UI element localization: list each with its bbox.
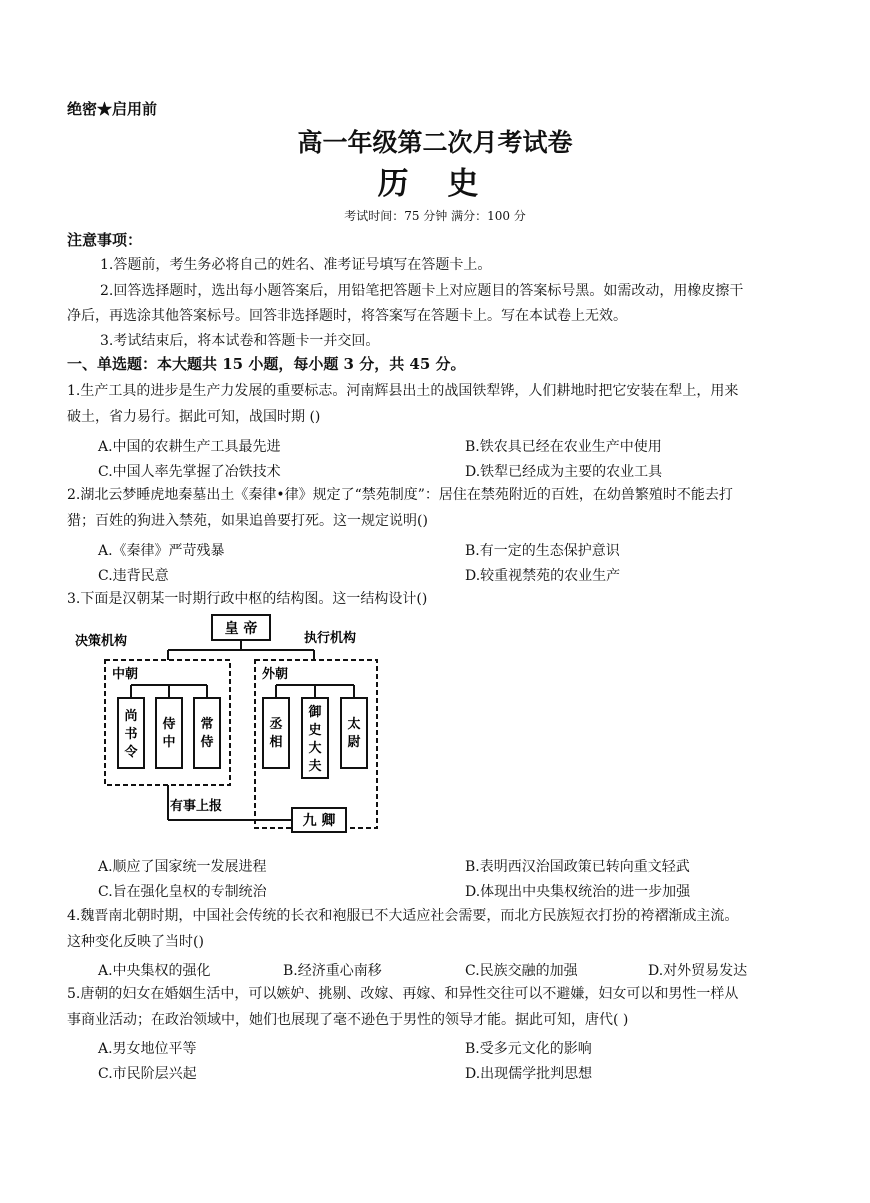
emperor-label: 皇 帝	[224, 621, 258, 637]
q1-stem-line1: 1.生产工具的进步是生产力发展的重要标志。河南辉县出土的战国铁犁铧，人们耕地时把它安装在犁上，用来	[67, 383, 739, 399]
q3-option-d: D.体现出中央集权统治的进一步加强	[465, 884, 691, 900]
q1-option-a: A.中国的农耕生产工具最先进	[98, 439, 281, 455]
notice-item-3: 3.考试结束后，将本试卷和答题卡一并交回。	[100, 333, 380, 349]
q4-stem-line2: 这种变化反映了当时()	[67, 934, 204, 950]
q2-option-d: D.较重视禁苑的农业生产	[465, 568, 621, 584]
q4-option-c: C.民族交融的加强	[465, 963, 578, 979]
han-administration-diagram	[70, 610, 400, 840]
q1-option-d: D.铁犁已经成为主要的农业工具	[465, 464, 663, 480]
q5-option-a: A.男女地位平等	[98, 1041, 197, 1057]
inner-office-shizhong: 侍中	[162, 717, 176, 750]
q5-stem-line2: 事商业活动；在政治领域中，她们也展现了毫不逊色于男性的领导才能。据此可知，唐代( )	[67, 1012, 629, 1028]
q2-option-c: C.违背民意	[98, 568, 169, 584]
inner-court-label: 中朝	[112, 667, 139, 682]
section-heading: 一、单选题：本大题共 15 小题，每小题 3 分，共 45 分。	[67, 355, 466, 373]
inner-office-shangshuling: 尚书令	[124, 709, 138, 760]
q1-option-c: C.中国人率先掌握了冶铁技术	[98, 464, 281, 480]
q2-stem-line2: 猎；百姓的狗进入禁苑，如果追兽要打死。这一规定说明()	[67, 513, 428, 529]
q4-stem-line1: 4.魏晋南北朝时期，中国社会传统的长衣和袍服已不大适应社会需要，而北方民族短衣打扮的袴褶渐成主流。	[67, 908, 739, 924]
notice-heading: 注意事项：	[67, 231, 143, 249]
q2-option-b: B.有一定的生态保护意识	[465, 543, 620, 559]
q2-stem-line1: 2.湖北云梦睡虎地秦墓出土《秦律•律》规定了“禁苑制度”：居住在禁苑附近的百姓，在幼兽繁殖时不能去打	[67, 487, 733, 503]
outer-court-label: 外朝	[262, 667, 289, 682]
q3-option-a: A.顺应了国家统一发展进程	[98, 859, 267, 875]
q3-option-c: C.旨在强化皇权的专制统治	[98, 884, 267, 900]
q2-option-a: A.《秦律》严苛残暴	[98, 543, 225, 559]
notice-item-2-line2: 净后，再选涂其他答案标号。回答非选择题时，将答案写在答题卡上。写在本试卷上无效。	[67, 308, 627, 324]
notice-item-1: 1.答题前，考生务必将自己的姓名、准考证号填写在答题卡上。	[100, 257, 492, 273]
q4-option-b: B.经济重心南移	[283, 963, 382, 979]
decision-label: 决策机构	[75, 634, 128, 649]
outer-office-chengxiang: 丞相	[269, 717, 283, 750]
exam-time-info: 考试时间：75 分钟 满分：100 分	[344, 209, 526, 223]
inner-office-changshi: 常侍	[200, 717, 214, 750]
q1-option-b: B.铁农具已经在农业生产中使用	[465, 439, 662, 455]
q4-option-d: D.对外贸易发达	[648, 963, 748, 979]
q5-option-b: B.受多元文化的影响	[465, 1041, 592, 1057]
q1-stem-line2: 破土，省力易行。据此可知，战国时期 ()	[67, 409, 321, 425]
q5-option-c: C.市民阶层兴起	[98, 1066, 197, 1082]
outer-office-taiwei: 太尉	[347, 717, 361, 750]
report-label: 有事上报	[170, 799, 223, 814]
q4-option-a: A.中央集权的强化	[98, 963, 211, 979]
outer-office-yushidafu: 御史大夫	[308, 705, 322, 774]
nine-ministers-label: 九 卿	[302, 813, 336, 829]
confidential-mark: 绝密★启用前	[67, 100, 158, 118]
exam-subject: 历 史	[377, 166, 493, 202]
q5-stem-line1: 5.唐朝的妇女在婚姻生活中，可以嫉妒、挑剔、改嫁、再嫁、和异性交往可以不避嫌，妇女可以和男性一样从	[67, 986, 739, 1002]
execution-label: 执行机构	[304, 631, 357, 646]
q5-option-d: D.出现儒学批判思想	[465, 1066, 593, 1082]
notice-item-2-line1: 2.回答选择题时，选出每小题答案后，用铅笔把答题卡上对应题目的答案标号黑。如需改动，用橡皮擦干	[100, 283, 744, 299]
exam-title: 高一年级第二次月考试卷	[297, 128, 573, 157]
q3-stem-line1: 3.下面是汉朝某一时期行政中枢的结构图。这一结构设计()	[67, 591, 428, 607]
q3-option-b: B.表明西汉治国政策已转向重文轻武	[465, 859, 690, 875]
